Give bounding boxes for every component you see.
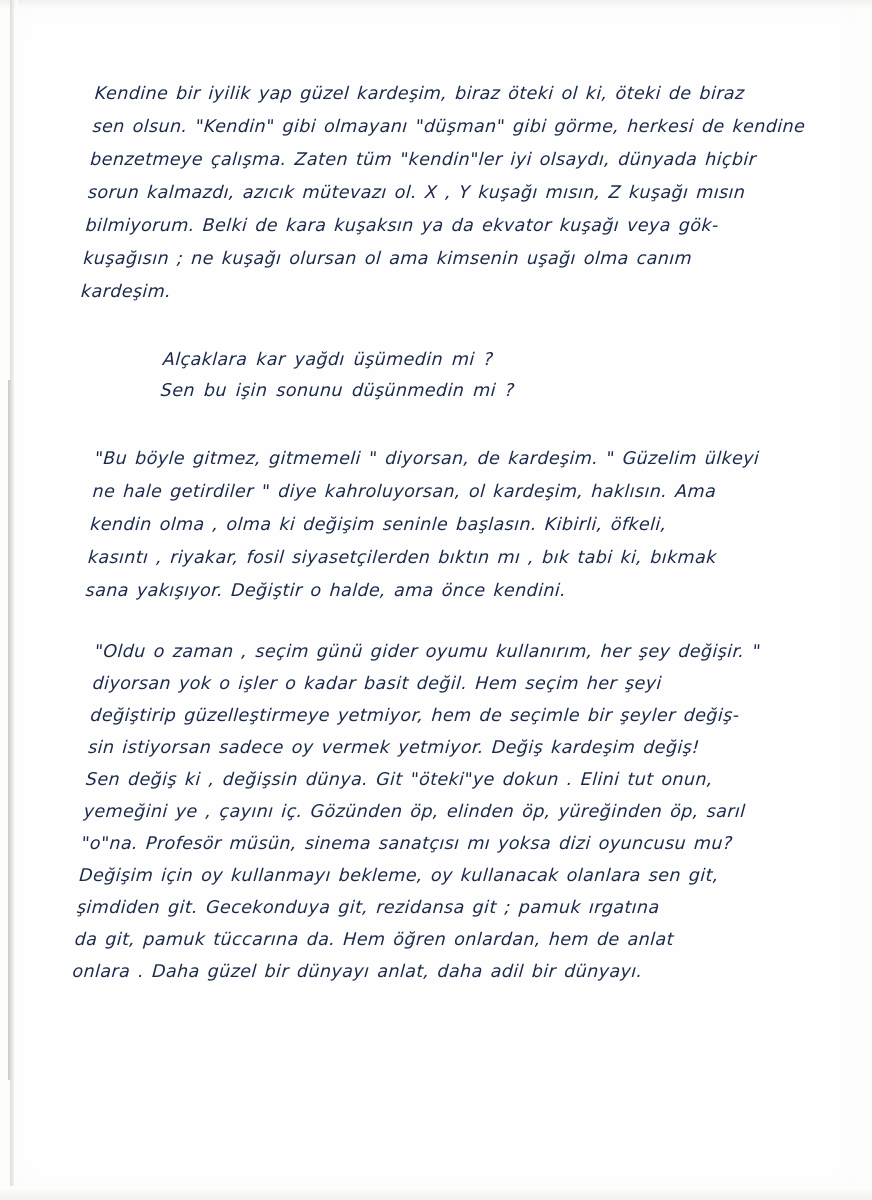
verse-block: Alçaklara kar yağdı üşümedin mi ? Sen bu işin sonunu düşünmedin mi ? — [160, 350, 516, 401]
page-edge-left-shadow — [8, 380, 12, 1080]
paragraph-3: "Oldu o zaman , seçim günü gider oyumu kullanırım, her şey değişir. " diyorsan yok o işler o kadar basit değil. Hem seçim her şeyi değiştirip güzelleştirmeye yetmiyor, hem de seçimle bir şeyler değiş- sin istiyorsan sadece oy vermek yetmiyor. Değiş kardeşim değiş! Sen değiş ki , değişsin dünya. Git "öteki"ye dokun . Elini tut onun, yemeğini ye , çayını iç. Gözünden öp, elinden öp, yüreğinden öp, sarıl "o"na. Profesör müsün, sinema sanatçısı mı yoksa dizi oyuncusu mu? Değişim için oy kullanmayı bekleme, oy kullanacak olanlara sen git, şimdiden git. Gecekonduya git, rezidansa git ; pamuk ırgatına da git, pamuk tüccarına da. Hem öğren onlardan, hem de anlat onlara . Daha güzel bir dünyayı anlat, daha adil bir dünyayı. — [71, 642, 762, 982]
paragraph-2: "Bu böyle gitmez, gitmemeli " diyorsan, de kardeşim. " Güzelim ülkeyi ne hale getirdiler " diye kahroluyorsan, ol kardeşim, haklısın. Ama kendin olma , olma ki değişim seninle başlasın. Kibirli, öfkeli, kasıntı , riyakar, fosil siyasetçilerden bıktın mı , bık tabi ki, bıkmak sana yakışıyor. Değiştir o halde, ama önce kendini. — [84, 449, 761, 601]
page-edge-bottom — [0, 1186, 872, 1200]
paragraph-1: Kendine bir iyilik yap güzel kardeşim, biraz öteki ol ki, öteki de biraz sen olsun. "Kendin" gibi olmayanı "düşman" gibi görme, herkesi de kendine benzetmeye çalışma. Zaten tüm "kendin"ler iyi olsaydı, dünyada hiçbir sorun kalmazdı, azıcık mütevazı ol. X , Y kuşağı mısın, Z kuşağı mısın bilmiyorum. Belki de kara kuşaksın ya da ekvator kuşağı veya gök- kuşağısın ; ne kuşağı olursan ol ama kimsenin uşağı olma canım kardeşim. — [80, 84, 806, 302]
handwritten-text-body — [71, 78, 856, 988]
